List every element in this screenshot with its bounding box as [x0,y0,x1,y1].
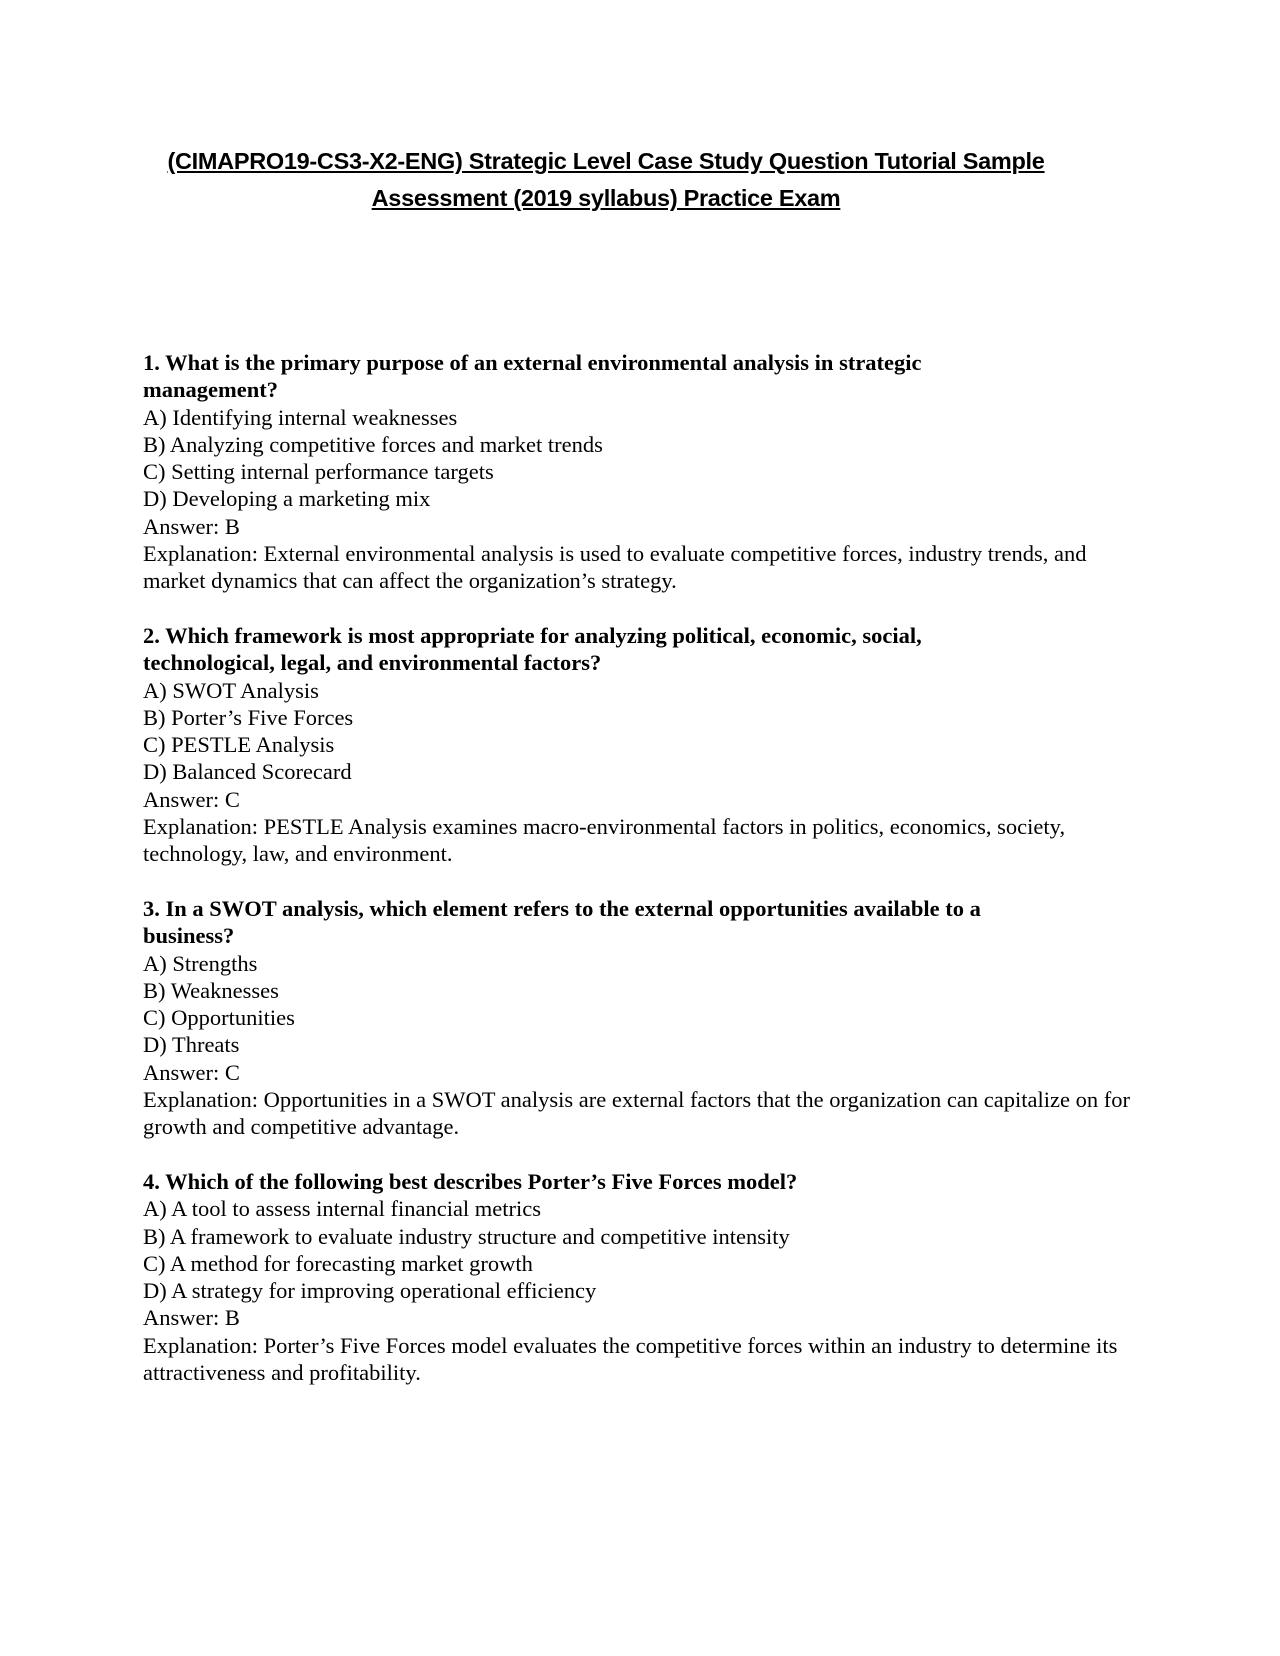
answer: Answer: B [143,1305,240,1331]
option: B) A framework to evaluate industry structure and competitive intensity [143,1223,790,1249]
option: A) SWOT Analysis [143,677,319,703]
option: B) Analyzing competitive forces and market trends [143,431,603,457]
title-line-1: (CIMAPRO19-CS3-X2-ENG) Strategic Level Case Study Question Tutorial Sample [167,148,1045,174]
explanation: Explanation: PESTLE Analysis examines macro-environmental factors in politics, economics, society, technology, law, and environment. [143,814,1066,867]
explanation: Explanation: Opportunities in a SWOT analysis are external factors that the organization can capitalize on for growth and competitive advantage. [143,1087,1130,1140]
option: B) Weaknesses [143,977,279,1003]
answer: Answer: C [143,1059,240,1085]
option: D) Balanced Scorecard [143,759,352,785]
answer: Answer: C [143,786,240,812]
question-block [143,895,1143,1141]
explanation: Explanation: External environmental analysis is used to evaluate competitive forces, industry trends, and market dynamics that can affect the organization’s strategy. [143,541,1087,594]
question-block [143,622,1143,868]
document-title [100,143,1112,217]
question-text: 2. Which framework is most appropriate for analyzing political, economic, social, technological, legal, and environmental factors? [143,622,922,676]
question-text: 3. In a SWOT analysis, which element refers to the external opportunities available to a business? [143,895,981,949]
option: C) Setting internal performance targets [143,459,494,485]
question-block [143,1168,1143,1386]
option: D) Developing a marketing mix [143,486,431,512]
option: A) Strengths [143,950,258,976]
question-text: 4. Which of the following best describes Porter’s Five Forces model? [143,1168,798,1194]
answer: Answer: B [143,513,240,539]
option: B) Porter’s Five Forces [143,704,354,730]
option: D) A strategy for improving operational efficiency [143,1278,597,1304]
option: A) Identifying internal weaknesses [143,404,458,430]
option: C) PESTLE Analysis [143,732,335,758]
title-line-2: Assessment (2019 syllabus) Practice Exam [371,185,841,211]
option: A) A tool to assess internal financial metrics [143,1196,542,1222]
option: D) Threats [143,1032,240,1058]
option: C) A method for forecasting market growth [143,1250,533,1276]
explanation: Explanation: Porter’s Five Forces model evaluates the competitive forces within an industry to determine its attractiveness and profitability. [143,1332,1118,1385]
question-block [143,349,1143,595]
question-list [143,349,1143,1414]
option: C) Opportunities [143,1005,295,1031]
question-text: 1. What is the primary purpose of an external environmental analysis in strategic management? [143,350,922,403]
